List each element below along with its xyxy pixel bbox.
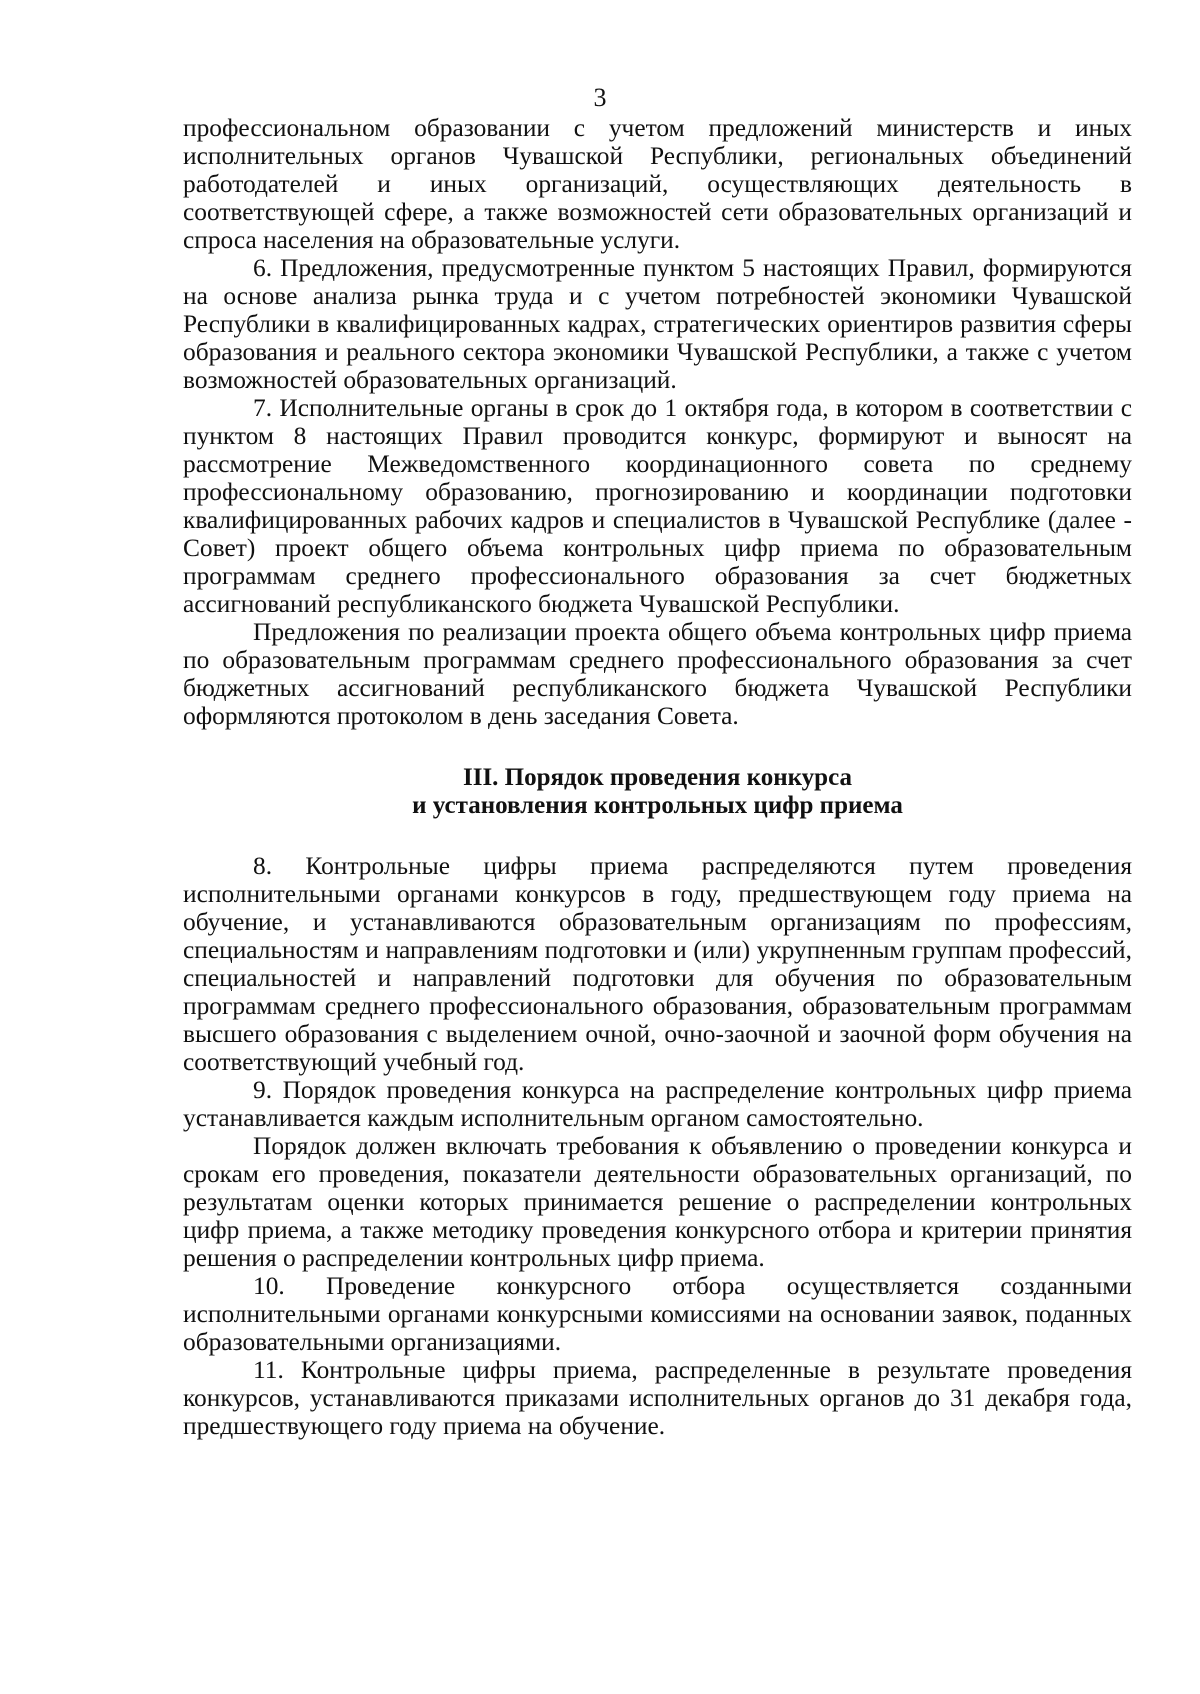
- paragraph-10: 10. Проведение конкурсного отбора осуществляется созданными исполнительными органами конкурсными комиссиями на основании заявок, поданных образовательными организациями.: [183, 1272, 1132, 1356]
- section-heading-line-1: III. Порядок проведения конкурса: [463, 764, 852, 791]
- paragraph-9-procedure: Порядок должен включать требования к объявлению о проведении конкурса и срокам его проведения, показатели деятельности образовательных организаций, по результатам оценки которых принимается решение о распределении контрольных цифр приема, а также методику проведения конкурсного отбора и критерии принятия решения о распределении контрольных цифр приема.: [183, 1132, 1132, 1272]
- paragraph-continuation: профессиональном образовании с учетом предложений министерств и иных исполнительных органов Чувашской Республики, региональных объединений работодателей и иных организаций, осуществляющих деятельность в соответствующей сфере, а также возможностей сети образовательных организаций и спроса населения на образовательные услуги.: [183, 114, 1132, 254]
- section-heading-line-2: и установления контрольных цифр приема: [412, 792, 903, 819]
- paragraph-7: 7. Исполнительные органы в срок до 1 октября года, в котором в соответствии с пунктом 8 настоящих Правил проводится конкурс, формируют и выносят на рассмотрение Межведомственного координационного совета по среднему профессиональному образованию, прогнозированию и координации подготовки квалифицированных рабочих кадров и специалистов в Чувашской Республике (далее - Совет) проект общего объема контрольных цифр приема по образовательным программам среднего профессионального образования за счет бюджетных ассигнований республиканского бюджета Чувашской Республики.: [183, 394, 1132, 618]
- paragraph-7-proposals: Предложения по реализации проекта общего объема контрольных цифр приема по образовательным программам среднего профессионального образования за счет бюджетных ассигнований республиканского бюджета Чувашской Республики оформляются протоколом в день заседания Совета.: [183, 618, 1132, 730]
- page-number: 3: [593, 83, 607, 112]
- paragraph-9: 9. Порядок проведения конкурса на распределение контрольных цифр приема устанавливается каждым исполнительным органом самостоятельно.: [183, 1076, 1132, 1132]
- document-body: [183, 114, 1132, 1440]
- paragraph-8: 8. Контрольные цифры приема распределяются путем проведения исполнительными органами конкурсов в году, предшествующем году приема на обучение, и устанавливаются образовательным организациям по профессиям, специальностям и направлениям подготовки и (или) укрупненным группам профессий, специальностей и направлений подготовки для обучения по образовательным программам среднего профессионального образования, образовательным программам высшего образования с выделением очной, очно-заочной и заочной форм обучения на соответствующий учебный год.: [183, 852, 1132, 1076]
- paragraph-11: 11. Контрольные цифры приема, распределенные в результате проведения конкурсов, устанавливаются приказами исполнительных органов до 31 декабря года, предшествующего году приема на обучение.: [183, 1356, 1132, 1440]
- section-heading: [183, 764, 1132, 820]
- paragraph-6: 6. Предложения, предусмотренные пунктом 5 настоящих Правил, формируются на основе анализа рынка труда и с учетом потребностей экономики Чувашской Республики в квалифицированных кадрах, стратегических ориентиров развития сферы образования и реального сектора экономики Чувашской Республики, а также с учетом возможностей образовательных организаций.: [183, 254, 1132, 394]
